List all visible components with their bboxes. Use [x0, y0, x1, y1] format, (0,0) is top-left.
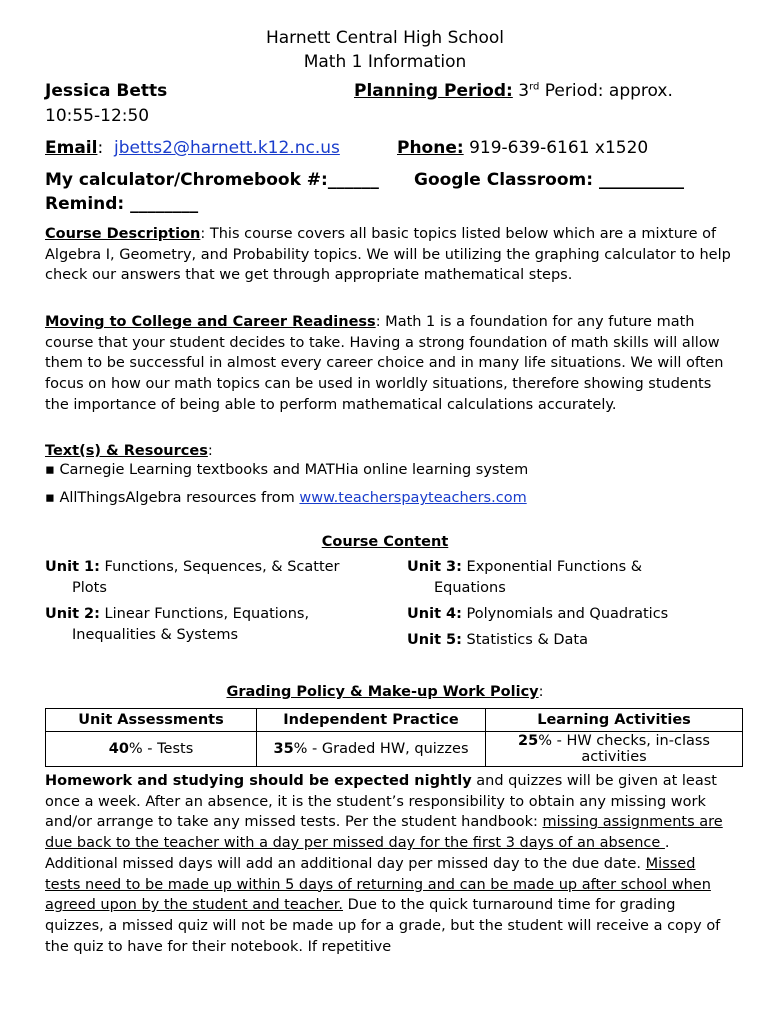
grading-table	[45, 708, 743, 767]
grading-desc: % - HW checks, in-class activities	[538, 733, 710, 765]
grading-desc: % - Graded HW, quizzes	[293, 741, 469, 757]
grading-pct: 25	[518, 733, 539, 749]
unit-label: Unit 4:	[407, 606, 462, 622]
unit-item	[45, 604, 309, 646]
resource-item-text: AllThingsAlgebra resources from	[59, 490, 300, 506]
classroom-line: Google Classroom: __________	[414, 170, 684, 190]
email-link[interactable]: jbetts2@harnett.k12.nc.us	[114, 138, 340, 158]
resources-heading-line	[45, 441, 213, 462]
email-label: Email	[45, 138, 98, 158]
unit-item	[407, 604, 668, 625]
planning-time: 10:55-12:50	[45, 106, 150, 126]
unit-text-cont: Plots	[72, 580, 107, 596]
resource-item-text: Carnegie Learning textbooks and MATHia online learning system	[59, 462, 529, 478]
course-content-heading: Course Content	[321, 534, 449, 550]
resources-heading: Text(s) & Resources	[45, 443, 208, 459]
unit-label: Unit 2:	[45, 606, 100, 622]
email-line: Email: jbetts2@harnett.k12.nc.us	[45, 138, 340, 158]
phone-line	[397, 138, 648, 158]
unit-label: Unit 5:	[407, 632, 462, 648]
unit-text-cont: Inequalities & Systems	[72, 627, 239, 643]
grading-column-header: Learning Activities	[486, 709, 743, 732]
grading-cell	[257, 732, 486, 767]
college-readiness-text: : Math 1 is a foundation for any future math course that your student decides to take. Having a strong foundation of math skills will allow them to be successful in almost every career choice and in many life situations. We will often focus on how our math topics can be used in worldly situations, therefore showing students the importance of being able to perform mathematical calculations accurately.	[45, 314, 724, 413]
resource-item: ▪ Carnegie Learning textbooks and MATHia online learning system	[45, 462, 529, 478]
homework-lead: Homework and studying should be expected nightly	[45, 773, 472, 789]
course-title: Math 1 Information	[303, 52, 467, 72]
unit-text: Exponential Functions &	[461, 559, 643, 575]
unit-item	[407, 557, 642, 599]
grading-row	[46, 732, 743, 767]
grading-desc: % - Tests	[128, 741, 194, 757]
planning-label: Planning Period:	[354, 81, 513, 101]
grading-heading: Grading Policy & Make-up Work Policy	[226, 684, 539, 700]
grading-pct: 40	[108, 741, 129, 757]
homework-text: and quizzes will be given at least once a week. After an absence, it is the student’s responsibility to obtain any missing work and/or arrange to take any missed tests. Per the student handbook:	[45, 773, 717, 831]
planning-value-sup: rd	[529, 81, 540, 93]
planning-period	[354, 81, 673, 101]
remind-line: Remind: ________	[45, 194, 199, 214]
grading-column-header: Unit Assessments	[46, 709, 257, 732]
unit-text: Statistics & Data	[461, 632, 588, 648]
grading-cell	[46, 732, 257, 767]
unit-item	[45, 557, 340, 599]
homework-text: . Additional missed days will add an additional day per missed day to the due date.	[45, 835, 670, 872]
unit-text: Linear Functions, Equations,	[99, 606, 310, 622]
homework-text: Due to the quick turnaround time for grading quizzes, a missed quiz will not be made up for a grade, but the student will receive a copy of the quiz to have for their notebook. If repetitive	[45, 897, 721, 955]
school-name: Harnett Central High School	[265, 28, 505, 48]
homework-policy	[45, 771, 735, 957]
grading-colon: :	[538, 684, 544, 700]
grading-heading-line	[0, 682, 770, 703]
college-readiness	[45, 312, 735, 416]
course-description-heading: Course Description	[45, 226, 201, 242]
resources-colon: :	[207, 443, 213, 459]
grading-column-header: Independent Practice	[257, 709, 486, 732]
homework-underline: Missed tests need to be made up within 5 days of returning and can be made up after school when agreed upon by the student and teacher.	[45, 855, 711, 914]
teacher-name: Jessica Betts	[45, 81, 168, 101]
grading-cell	[486, 732, 743, 767]
unit-label: Unit 3:	[407, 559, 462, 575]
calculator-line: My calculator/Chromebook #:______	[45, 170, 379, 190]
unit-text: Functions, Sequences, & Scatter	[99, 559, 340, 575]
resource-link[interactable]: www.teacherspayteachers.com	[299, 490, 527, 506]
unit-item	[407, 630, 588, 651]
grading-pct: 35	[273, 741, 294, 757]
college-readiness-heading: Moving to College and Career Readiness	[45, 314, 376, 330]
unit-label: Unit 1:	[45, 559, 100, 575]
homework-underline: missing assignments are due back to the teacher with a day per missed day for the first 3 days of an absence	[45, 814, 723, 852]
resource-item: ▪ AllThingsAlgebra resources from www.teacherspayteachers.com	[45, 490, 527, 506]
planning-value-pre: 3	[518, 81, 530, 101]
unit-text-cont: Equations	[434, 580, 506, 596]
planning-value-post: Period: approx.	[539, 81, 673, 101]
unit-text: Polynomials and Quadratics	[461, 606, 669, 622]
course-description-text: : This course covers all basic topics listed below which are a mixture of Algebra I, Geometry, and Probability topics. We will be utilizing the graphing calculator to help check our answers that we get through appropriate mathematical steps.	[45, 226, 731, 284]
phone-label: Phone:	[397, 138, 464, 158]
phone-value: 919-639-6161 x1520	[469, 138, 649, 158]
course-description	[45, 224, 735, 286]
grading-header-row	[46, 709, 743, 732]
